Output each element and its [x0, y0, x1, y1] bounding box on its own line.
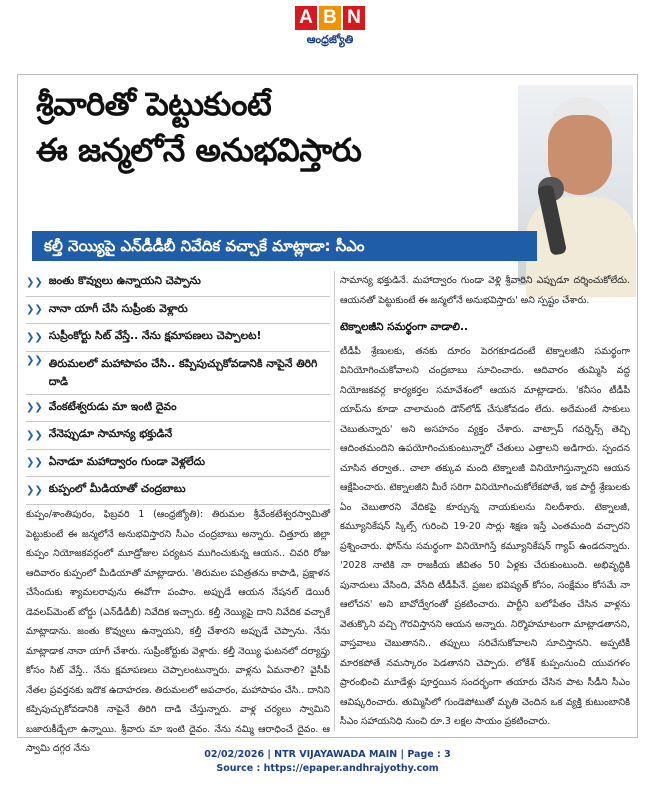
subhead-bar: కల్తీ నెయ్యిపై ఎన్‌డీడీబీ నివేదిక వచ్చాకే మాట్లాడా: సీఎం [32, 231, 537, 261]
headline-line-1: శ్రీవారితో పెట్టుకుంటే [36, 85, 272, 123]
chevron-right-icon: ❯❯ [26, 276, 43, 288]
footer-date-edition: 02/02/2026 | NTR VIJAYAWADA MAIN | Page : 3 [204, 749, 451, 760]
chevron-right-icon: ❯❯ [26, 457, 43, 469]
source-footer [0, 748, 655, 776]
headline-line-2: ఈ జన్మలోనే అనుభవిస్తారు [36, 131, 362, 169]
highlights-list [26, 269, 330, 505]
chevron-right-icon: ❯❯ [26, 484, 43, 496]
highlight-item: ❯❯ ఏనాడూ మహాద్వారం గుండా వెళ్లలేదు [26, 450, 330, 478]
highlight-item: ❯❯ వేంకటేశ్వరుడు మా ఇంటి దైవం [26, 395, 330, 423]
highlight-item: ❯❯ నానా యాగీ చేసి సుప్రీంకు వెళ్లారు [26, 297, 330, 325]
article-paragraph: టీడీపీ శ్రేణులకు, తనకు దూరం పెరగకూడదంటే టెక్నాలజీని సమర్థంగా వినియోగించుకోవాలని చంద్రబాబు సూచించారు. ఆదివారం తుమ్మిసి వద్ద నియోజకవర్గ కార్యకర్తల సమావేశంలో ఆయన మాట్లాడారు. 'కనీసం టీడీపీ యాప్‌ను కూడా చాలామంది డౌన్‌లోడ్ చేసుకోవడం లేదు. అదేమంటే సాకులు చెబుతున్నారు' అని అసహనం వ్యక్తం చేశారు. వాట్సాప్ గవర్నెన్స్ తెచ్చి ఆదింతమందిని ఉపయోగించుకుంటున్నారో చేతులు ఎత్తాలని అడిగారు. స్పందన చూసిన తర్వాత.. చాలా తక్కువ మంది టెక్నాలజీ వినియోగిస్తున్నారని ఆయన ఆక్షేపించారు. టెక్నాలజీని మీరే సరిగా వినియోగించుకోలేకపోతే, ఇక పార్టీ శ్రేణులకు ఏం చెబుతారని వేదికపై కూర్చున్న నాయకులను నిలదీశారు. టెక్నాలజీ, కమ్యూనికేషన్ స్కిల్స్ గురించి 19-20 సార్లు శిక్షణ ఇస్తే ఎంతమంది వచ్చారని ప్రశ్నించారు. ఫోన్‌ను సమర్థంగా వినియోగిస్తే కమ్యూనికేషన్ గ్యాప్ ఉండదన్నారు. '2028 నాటికి నా రాజకీయ జీవితం 50 ఏళ్లకు చేరుకుంటుంది. అభివృద్ధికి పునాదులు వేసింది, వేసేది టీడీపీనే. ప్రజల భవిష్యత్ కోసం, సంక్షేమం కోసమే నా ఆలోచన' అని బావోద్వేగంతో ప్రకటించారు. పార్టీని బలోపేతం చేసిన వాళ్లను వెతుక్కొని వచ్చి గౌరవిస్తానని ఆయన అన్నారు. నిర్మొహమాటంగా మాట్లాడతానని, వాస్తవాలు చెబుతానని.. తప్పులు సరిచేసుకోవాలని సూచిస్తానని. అప్పటికీ మారకపోతే నమస్కారం పెడతానని చెప్పారు. లోకేశ్ కుప్పంనుంచి యువగళం ప్రారంభించి మూడేళ్లు పూర్తయిన సందర్భంగా తయారు చేసిన పాట సీడీని సీఎం ఆవిష్కరించారు. తుమ్మిసిలో గుండెపోటుతో మృతి చెందిన ఒక వ్యక్తి కుటుంబానికి సీఎం సహాయనిధి నుంచి రూ.3 లక్షల సాయం ప్రకటించారు. [340, 345, 630, 727]
abn-logo [290, 6, 370, 62]
highlight-item: ❯❯ తిరుమలలో మహాపాపం చేసి.. కప్పిపుచ్చుకోవడానికి నాపైనే తిరిగి దాడి [26, 352, 330, 395]
column-divider [334, 271, 335, 731]
article-body-right [340, 271, 630, 732]
chevron-right-icon: ❯❯ [26, 429, 43, 441]
article-paragraph: సామాన్య భక్తుడినే. మహాద్వారం గుండా వెళ్లి శ్రీవారిని ఎప్పుడూ దర్శించుకోలేదు. ఆయనతో పెట్టుకుంటే ఈ జన్మలోనే అనుభవిస్తారు' అని స్పష్టం చేశారు. [340, 275, 630, 306]
logo-letter-b: B [319, 6, 341, 30]
highlight-item: ❯❯ సుప్రీంకోర్టు సిట్ వేస్తే.. నేను క్షమాపణలు చెప్పాలట! [26, 324, 330, 352]
chevron-right-icon: ❯❯ [26, 354, 43, 366]
logo-letter-a: A [295, 6, 317, 30]
chevron-right-icon: ❯❯ [26, 331, 43, 343]
section-subheading: టెక్నాలజీని సమర్థంగా వాడాలి.. [340, 321, 468, 333]
footer-source-link[interactable]: Source : https://epaper.andhrajyothy.com [216, 763, 439, 774]
article-body-left: కుప్పం/శాంతిపురం, ఫిబ్రవరి 1 (ఆంధ్రజ్యోతి): తిరుమల శ్రీవేంకటేశ్వరస్వామితో పెట్టుకుంటే ఈ జన్మలోనే అనుభవిస్తారని సీఎం చంద్రబాబు అన్నారు. చిత్తూరు జిల్లా కుప్పం నియోజకవర్గంలో మూడ్రోజుల పర్యటన ముగించుకున్న ఆయన.. చివరి రోజు ఆదివారం కుప్పంలో మీడియాతో మాట్లాడారు. 'తిరుమల పవిత్రతను కాపాడి, ప్రక్షాళన చేసేందుకు శ్యామలరావును ఈవోగా పంపాం. అప్పుడే ఆయన నేషనల్ డెయిరీ డెవలప్‌మెంట్ బోర్డు (ఎన్‌డీడీబీ) నివేదిక ఇచ్చారు. కల్తీ నెయ్యిపై దాని నివేదిక వచ్చాకే మాట్లాడాను. జంతు కొవ్వులు ఉన్నాయని, కల్తీ చేశారని అప్పుడే చెప్పాను. నేను మాట్లాడాక నానా యాగీ చేశారు. సుప్రీంకోర్టుకు వెళ్లారు. కల్తీ నెయ్యి ఘటనలో దర్యాప్తు కోసం సిట్ వేస్తే.. నేను క్షమాపణలు చెప్పాలంటున్నారు. వాళ్లను ఏమనాలి? వైసీపీ నేతల ప్రవర్తనకు ఇదొక ఉదాహరణ. తిరుమలలో అపచారం, మహాపాపం చేసి.. దానిని కప్పిపుచ్చుకోవడానికి నాపైనే తిరిగి దాడి చేస్తున్నారు. వాళ్ల చర్యలు స్వామిని బజారుకీడ్చేలా ఉన్నాయి. శ్రీవారు మా ఇంటి దైవం. నేను నమ్మి ఆరాధించే దైవం. ఆ స్వామి దగ్గర నేను [26, 509, 330, 754]
highlight-item: ❯❯ నేనెప్పుడూ సామాన్య భక్తుడినే [26, 422, 330, 450]
highlight-item: ❯❯ జంతు కొవ్వులు ఉన్నాయని చెప్పాను [26, 269, 330, 297]
headline [36, 81, 506, 173]
logo-subtitle: ఆంధ్రజ్యోతి [306, 33, 354, 46]
chevron-right-icon: ❯❯ [26, 304, 43, 316]
chevron-right-icon: ❯❯ [26, 402, 43, 414]
logo-letter-n: N [343, 6, 365, 30]
news-clipping [17, 74, 638, 754]
highlight-item: ❯❯ కుప్పంలో మీడియాతో చంద్రబాబు [26, 477, 330, 505]
